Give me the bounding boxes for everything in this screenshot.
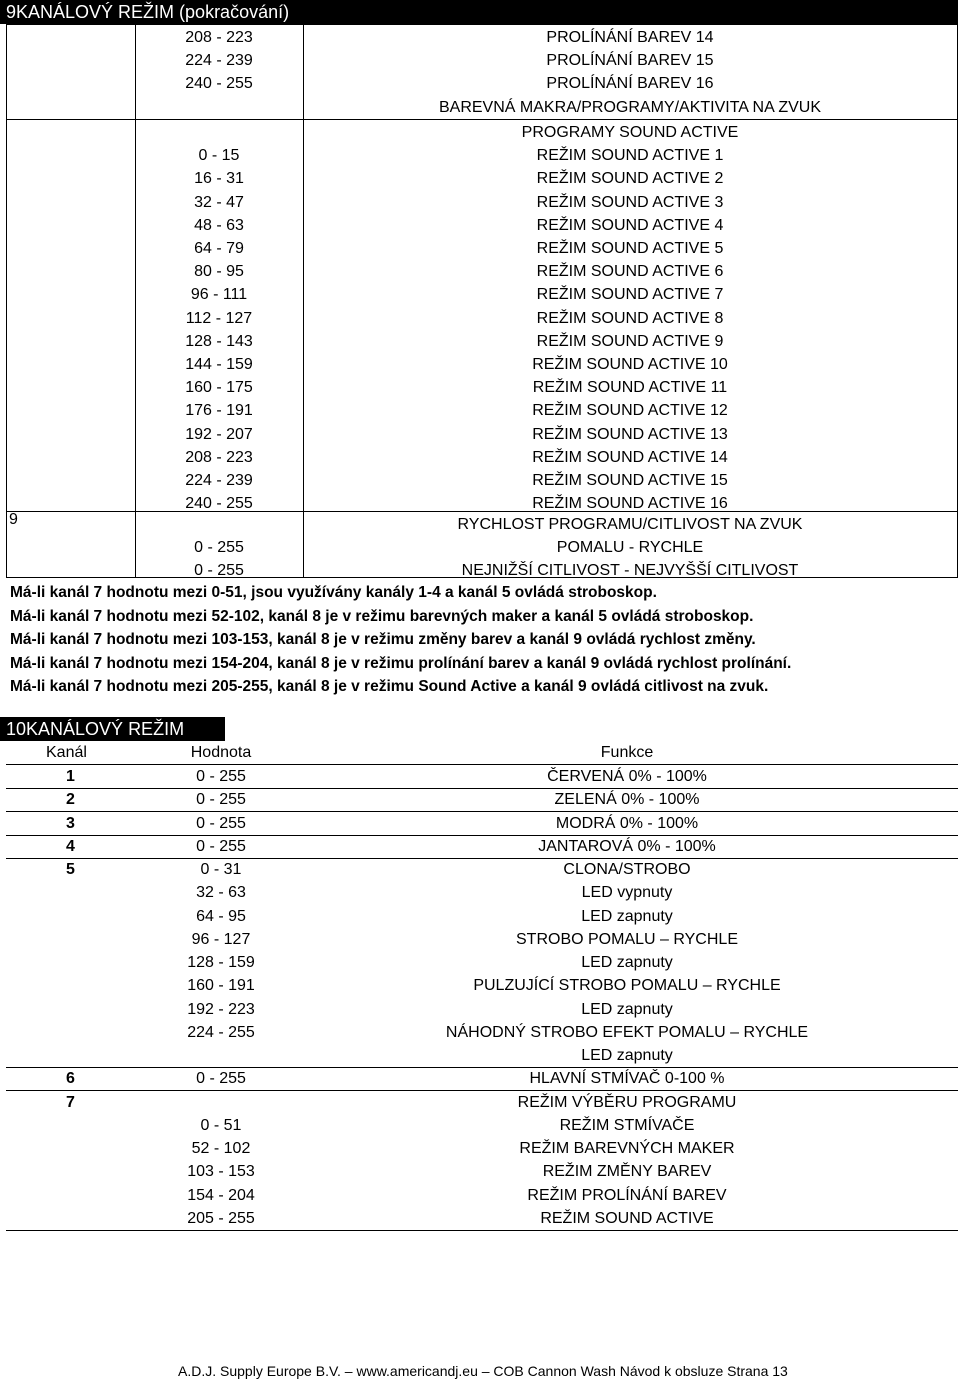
table-cell-value: 128 - 159 [187, 954, 255, 971]
table-row [6, 1160, 958, 1183]
table-cell-channel: 3 [66, 814, 75, 832]
note-line: Má-li kanál 7 hodnotu mezi 103-153, kanál 8 je v režimu změny barev a kanál 9 ovládá rychlost změny. [10, 631, 756, 648]
table-cell-value: 112 - 127 [185, 309, 253, 327]
table-cell-function: POMALU - RYCHLE [556, 539, 704, 557]
table-cell-value: 224 - 255 [187, 1023, 255, 1041]
table-cell-channel: 6 [66, 1070, 75, 1088]
table-cell-value: 52 - 102 [191, 1140, 251, 1157]
table-cell-value: 192 - 223 [187, 1000, 255, 1018]
table-cell-function: REŽIM ZMĚNY BAREV [542, 1163, 712, 1181]
table-cell-function: REŽIM SOUND ACTIVE 5 [536, 240, 724, 257]
table-cell-value: 0 - 255 [196, 814, 246, 832]
table-cell-value: 80 - 95 [194, 263, 244, 281]
table-row [6, 788, 958, 812]
table-row [6, 951, 958, 974]
table-row [6, 998, 958, 1021]
table-cell-function: CLONA/STROBO [563, 861, 691, 878]
table-cell-channel: 2 [66, 791, 75, 809]
header-channel: Kanál [46, 744, 87, 761]
table-cell-function: REŽIM SOUND ACTIVE 3 [536, 193, 724, 211]
table-header [6, 741, 958, 765]
table-row [6, 1067, 958, 1091]
table-cell-function: LED vypnuty [581, 884, 673, 902]
table-cell-function: LED zapnuty [581, 1000, 673, 1018]
table-cell-value: 0 - 255 [196, 837, 246, 855]
table-row [6, 881, 958, 904]
table-row [6, 928, 958, 951]
table-cell-value: 128 - 143 [185, 332, 253, 350]
table-cell-value: 0 - 255 [196, 1070, 246, 1088]
table-cell-function: ČERVENÁ 0% - 100% [547, 768, 707, 785]
table-cell-function: NÁHODNÝ STROBO EFEKT POMALU – RYCHLE [445, 1023, 809, 1041]
table-cell-value: 208 - 223 [185, 448, 253, 466]
table-9ch-continued [6, 24, 958, 578]
table-cell-function: JANTAROVÁ 0% - 100% [538, 837, 716, 855]
table-cell-value: 64 - 95 [196, 907, 246, 925]
table-cell-value: 224 - 239 [185, 472, 253, 489]
table-cell-value: 0 - 255 [194, 562, 244, 580]
table-row [6, 1114, 958, 1137]
table-cell-function: REŽIM SOUND ACTIVE 7 [536, 286, 724, 304]
table-row [6, 1021, 958, 1044]
table-row [6, 835, 958, 859]
section-title-10ch: 10KANÁLOVÝ REŽIM [0, 717, 225, 741]
table-cell-function: RYCHLOST PROGRAMU/CITLIVOST NA ZVUK [457, 516, 803, 533]
table-cell-function: REŽIM SOUND ACTIVE 4 [536, 216, 724, 234]
table-cell-function: HLAVNÍ STMÍVAČ 0-100 % [529, 1070, 725, 1088]
table-cell-function: REŽIM SOUND ACTIVE 16 [532, 495, 728, 513]
table-cell-value: 240 - 255 [185, 495, 253, 513]
table-cell-value: 144 - 159 [185, 356, 253, 373]
table-cell-value: 0 - 15 [198, 147, 240, 165]
table-cell-value: 48 - 63 [194, 216, 244, 234]
table-cell-value: 176 - 191 [185, 402, 253, 420]
table-cell-value: 208 - 223 [185, 29, 253, 46]
table-cell-value: 96 - 127 [191, 930, 251, 948]
table-cell-value: 224 - 239 [185, 52, 253, 70]
table-cell-function: LED zapnuty [581, 907, 673, 925]
table-cell-function: REŽIM SOUND ACTIVE 15 [532, 472, 728, 489]
table-row [6, 1091, 958, 1114]
note-line: Má-li kanál 7 hodnotu mezi 52-102, kanál 8 je v režimu barevných maker a kanál 5 ovládá stroboskop. [10, 607, 754, 625]
note-line: Má-li kanál 7 hodnotu mezi 0-51, jsou využívány kanály 1-4 a kanál 5 ovládá stroboskop. [10, 584, 657, 601]
section-title-9ch: 9KANÁLOVÝ REŽIM (pokračování) [0, 0, 958, 24]
table-cell-function: REŽIM SOUND ACTIVE 10 [532, 356, 728, 373]
table-cell-value: 240 - 255 [185, 75, 253, 93]
table-cell-function: REŽIM SOUND ACTIVE 6 [536, 263, 724, 281]
notes [10, 581, 791, 699]
table-cell-function: REŽIM STMÍVAČE [559, 1116, 695, 1134]
table-cell-value: 154 - 204 [187, 1186, 255, 1204]
table-row [6, 1044, 958, 1068]
table-cell-function: REŽIM VÝBĚRU PROGRAMU [517, 1093, 737, 1111]
table-cell-value: 160 - 175 [185, 379, 253, 397]
table-cell-function: PROLÍNÁNÍ BAREV 16 [546, 75, 714, 93]
table-cell-function: REŽIM SOUND ACTIVE 2 [536, 170, 724, 188]
table-cell-function: REŽIM PROLÍNÁNÍ BAREV [527, 1186, 727, 1204]
table-cell-function: REŽIM BAREVNÝCH MAKER [519, 1140, 735, 1157]
table-cell-function: PULZUJÍCÍ STROBO POMALU – RYCHLE [473, 977, 781, 995]
header-value: Hodnota [190, 744, 252, 761]
table-cell-channel: 4 [66, 837, 75, 855]
table-cell-value: 0 - 255 [194, 539, 244, 557]
table-cell-function: REŽIM SOUND ACTIVE 1 [536, 147, 724, 165]
table-cell-value: 0 - 31 [200, 861, 242, 878]
note-line: Má-li kanál 7 hodnotu mezi 154-204, kanál 8 je v režimu prolínání barev a kanál 9 ovládá rychlost prolínání. [10, 654, 792, 672]
table-row [6, 974, 958, 997]
table-cell-function: NEJNIŽŠÍ CITLIVOST - NEJVYŠŠÍ CITLIVOST [461, 562, 799, 580]
table-10ch [6, 741, 958, 1235]
table-cell-channel: 1 [66, 768, 75, 785]
table-cell-value: 0 - 51 [200, 1116, 242, 1134]
header-function: Funkce [600, 744, 654, 761]
table-cell-value: 0 - 255 [196, 768, 246, 785]
table-cell-value: 16 - 31 [194, 170, 244, 188]
table-cell-function: REŽIM SOUND ACTIVE [540, 1209, 714, 1227]
table-cell-function: ZELENÁ 0% - 100% [554, 791, 700, 809]
table-cell-value: 32 - 63 [196, 884, 246, 902]
table-cell-value: 64 - 79 [194, 240, 244, 257]
table-row [6, 905, 958, 928]
table-cell-channel: 7 [66, 1093, 75, 1111]
table-cell-function: MODRÁ 0% - 100% [555, 814, 699, 832]
row-divider [7, 119, 957, 120]
table-cell-value: 192 - 207 [185, 425, 253, 443]
table-cell-function: PROLÍNÁNÍ BAREV 14 [546, 29, 714, 46]
table-cell-function: PROLÍNÁNÍ BAREV 15 [546, 52, 714, 70]
table-cell-function: LED zapnuty [581, 954, 673, 971]
page-footer: A.D.J. Supply Europe B.V. – www.americandj.eu – COB Cannon Wash Návod k obsluze Strana 13 [178, 1363, 788, 1379]
table-cell-value: 96 - 111 [190, 286, 248, 304]
table-cell-channel: 9 [9, 511, 18, 528]
table-row [6, 812, 958, 836]
table-cell-function: STROBO POMALU – RYCHLE [516, 930, 738, 948]
table-row [6, 1137, 958, 1160]
table-cell-function: REŽIM SOUND ACTIVE 14 [532, 448, 728, 466]
table-cell-value: 103 - 153 [187, 1163, 255, 1181]
table-cell-value: 32 - 47 [194, 193, 244, 211]
table-row [6, 858, 958, 881]
table-cell-value: 205 - 255 [187, 1209, 255, 1227]
table-cell-function: REŽIM SOUND ACTIVE 8 [536, 309, 724, 327]
table-row [6, 1207, 958, 1231]
note-line: Má-li kanál 7 hodnotu mezi 205-255, kanál 8 je v režimu Sound Active a kanál 9 ovládá citlivost na zvuk. [10, 678, 769, 695]
table-cell-function: REŽIM SOUND ACTIVE 13 [532, 425, 728, 443]
table-cell-function: PROGRAMY SOUND ACTIVE [521, 124, 739, 141]
table-cell-function: REŽIM SOUND ACTIVE 11 [532, 379, 728, 397]
table-cell-function: LED zapnuty [581, 1047, 673, 1064]
table-cell-channel: 5 [66, 861, 75, 878]
table-cell-value: 160 - 191 [187, 977, 255, 995]
table-cell-function: REŽIM SOUND ACTIVE 12 [532, 402, 728, 420]
table-cell-function: REŽIM SOUND ACTIVE 9 [536, 332, 724, 350]
table-row [6, 1184, 958, 1207]
table-row [6, 765, 958, 789]
table-cell-value: 0 - 255 [196, 791, 246, 809]
table-cell-function: BAREVNÁ MAKRA/PROGRAMY/AKTIVITA NA ZVUK [438, 98, 821, 116]
